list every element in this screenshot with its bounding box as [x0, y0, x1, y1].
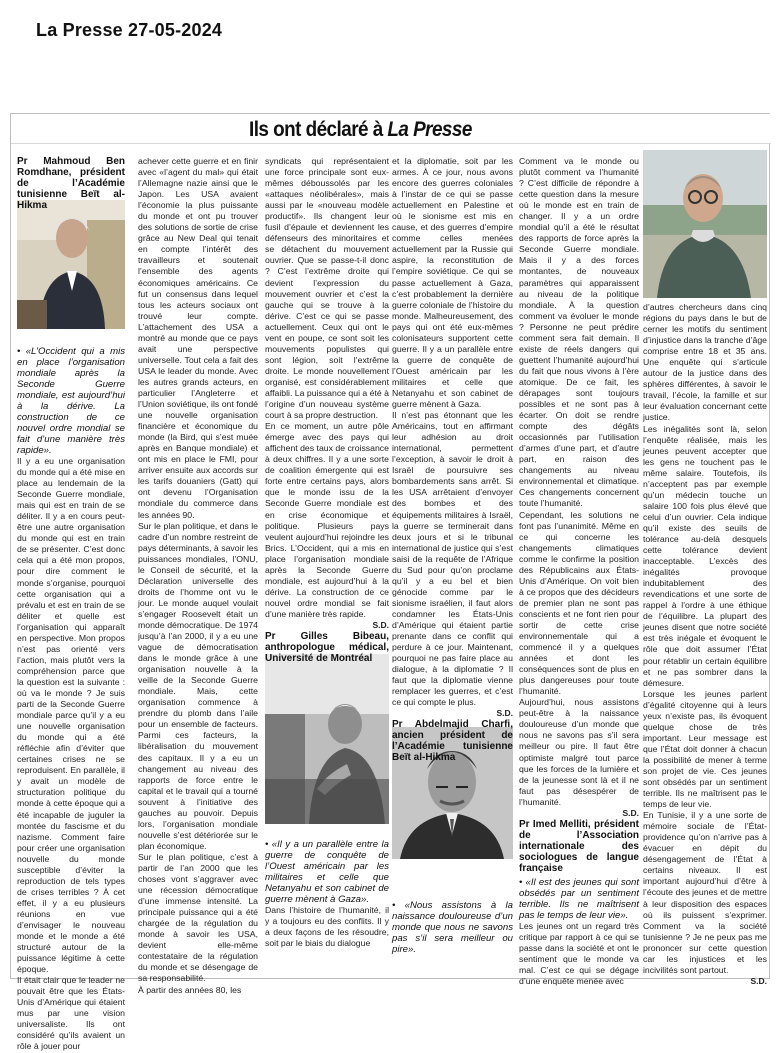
article-text: Les inégalités sont là, selon l’enquête réalisée, mais les jeunes peuvent accepter que les gens ne touchent pas le même salaire. Toutefois, ils n’acceptent pas par exemple qu’un médecin touche un salaire 100 fois plus élevé que celui d’un ouvrier. Cela indique qu’il existe des seuils de tolérance au-delà desquels cette tolérance devient inacceptable. L’excès des inégalités provoque indubitablement des revendications et une sorte de rappel à l’ordre à une éthique de l’équilibre. La plupart des jeunes disent que notre société est très inégale et évoquent le rôle que doit assumer l’État pour rétablir un certain équilibre et ne pas sombrer dans la démesure.	[643, 423, 767, 688]
newspaper-clipping	[10, 113, 770, 1052]
column-5	[519, 156, 639, 987]
article-text: Il n’est pas étonnant que les Américains, tout en affirmant leur adhésion au droit international, permettent l’exception, à savoir le droit à Israël de poursuivre ses bombardements sans arrêt. Si les USA arrêtaient d’envoyer des bombes et des équipements militaires à Israël, la guerre se terminerait dans deux jours et si le tribunal international de justice qui s’est saisi de la requête de l’Afrique du Sud pour qu’on proclame qu’il y a eu bel et bien génocide comme par le sionisme israélien, il faut alors condamner les États-Unis d’Amérique qui étaient partie prenante dans ce conflit qui perdure à ce jour. Maintenant, pourquoi ne pas faire place au dialogue, à la diplomatie ? Il faut que la diplomatie vienne remplacer les guerres, et c’est ce qui compte le plus.	[392, 410, 513, 708]
author-ben-romdhane: Pr Mahmoud Ben Romdhane, président de l’Académie tunisienne Beït al-Hikma	[17, 156, 125, 211]
article-text: Aujourd’hui, nous assistons peut-être à la naissance douloureuse d’un monde que nous ne savons pas s’il sera meilleur ou pire. Il faut être optimiste malgré tout parce que les forces de la lumière et de la jeunesse sont là et il ne faut pas désespérer de l’humanité.	[519, 697, 639, 807]
article-text: achever cette guerre et en finir avec «l’agent du mal» qui était l’Allemagne nazie ainsi que le Japon. Les USA avaient l’économie la plus puissante du monde et ont pu trouver des solutions de sortie de crise grâce au New Deal qui tenait en compte l’intérêt des travailleurs et soutenait l’ensemble des agents économiques américains. Ce fut un consensus dans lequel tous les acteurs sociaux ont trouvé leur compte. L’attachement des USA a montré au monde que ce pays avait une perspective universelle. Tout cela a fait des USA le leader du monde. Avec les autres grands acteurs, en particulier l’Angleterre et l’Union soviétique, ils ont fondé une nouvelle organisation financière et économique du monde (la Bird, qui s’est muée après en Banque mondiale) et ont mis en place le FMI, pour arriver ensuite aux accords sur les tarifs douaniers (Gatt) qui ont devenu l’Organisation mondiale du commerce dans les années 90.	[138, 156, 258, 520]
article-text: Dans l’histoire de l’humanité, il y a toujours eu des conflits. Il y a deux façons de les résoudre, soit par le biais du dialogue	[265, 905, 389, 949]
newspaper-brand: La Presse	[387, 118, 472, 141]
column-3	[265, 156, 389, 972]
author-imed-melliti: Pr Imed Melliti, président de l’Association internationale des sociologues de langue française	[519, 818, 639, 874]
article-text: d’autres chercheurs dans cinq régions du pays dans le but de cerner les motifs du sentiment d’injustice dans la tranche d’âge comprise entre 18 et 35 ans. Une enquête qui s’articule autour de la justice dans des sphères différentes, à savoir le travail, l’école, la famille et sur leur évaluation concernant cette justice.	[643, 302, 767, 423]
article-text: Les jeunes ont un regard très critique par rapport à ce qui se passe dans la société et ont le sentiment que le monde va mal. C’est ce qui se dégage d’une enquête menée avec	[519, 920, 639, 987]
column-4	[392, 156, 513, 972]
article-text: Il y a eu une organisation du monde qui a été mise en place au lendemain de la Seconde Guerre mondiale, mais qui est en train de se déliter. Il y a en cours peut-être une autre organisation du monde qui est en train de se présenter. C’est donc cela qui a été mon propos, pour dire comment le monde s’organise, pourquoi cette organisation qui a prévalu et est en train de se déliter et quelle est l’organisation qui apparaît en perspective. Mon propos n’est pas orienté vers l’action, mais plutôt vers la compréhension parce que la question est la suivante : où va le monde ? Je suis parti de la Seconde Guerre mondiale parce qu’il y a eu une nouvelle organisation du monde qui a été réfléchie afin d’éviter que certaines crises ne se reproduisent. En parallèle, il y avait un modèle de structuration politique du monde à cette époque qui a été incapable de juguler la montée du fascisme et du nazisme. Comment faire pour créer une organisation nouvelle du monde susceptible d’éviter la reproduction de tels types de crises terribles ? À cet effet, il y a eu plusieurs réunions en vue d’envisager le nouveau monde et le monde a été structuré autour de la puissance légitime à cette époque.	[17, 456, 125, 975]
pull-quote: • «Il est des jeunes qui sont obsédés par un sentiment terrible. Ils ne maîtrisent pas le temps de leur vie».	[519, 876, 639, 921]
article-text: Cependant, les solutions ne font pas l’unanimité. Même en ce qui concerne les changements climatiques comme le confirme la position des Républicains aux États-Unis d’Amérique. On voit bien à ce propos que des décideurs de premier plan ne sont pas conscients et ne font rien pour sortir de cette crise environnementale qui a commencé il y a quelques années et dont les conséquences sont de plus en plus dangereuses pour toute l’humanité.	[519, 509, 639, 697]
article-text: Sur le plan politique, c’est à partir de l’an 2000 que les choses vont s’aggraver avec une récession démocratique d’une immense intensité. La principale puissance qui a été chargée de la régulation du monde à savoir les USA, devient elle-même contestataire de la régulation du monde et se désengage de sa responsabilité.	[138, 851, 258, 984]
section-banner	[11, 114, 771, 144]
article-text: syndicats qui représentaient une force principale sont eux-mêmes déboussolés par les «attaques néolibérales», mais aussi par le «nouveau modèle productif». Ils changent leur fusil d’épaule et deviennent les défenseurs des minoritaires et se détachent du mouvement ouvrier. Que se passe-t-il donc ? C’est l’extrême droite qui devient l’expression du mouvement ouvrier et c’est la gauche qui se trouve à la dérive. C’est ce qui se passe actuellement. Ceux qui ont le vent en poupe, ce sont soit les mouvements populistes qui sont légion, soit l’extrême droite. Le monde nouvellement organisé, est considérablement affaibli. La puissance qui a été à l’origine d’un nouveau système court à sa propre destruction.	[265, 156, 389, 421]
masthead-date: La Presse 27-05-2024	[36, 20, 223, 40]
article-text: Sur le plan politique, et dans le cadre d’un nombre restreint de pays déterminants, à savoir les puissances mondiales, l’ONU, le Conseil de sécurité, et la Déclaration universelle des droits de l’homme ont vu le jour. Le monde auquel voulait s’engager Roosevelt était un monde démocratique. De 1974 jusqu’à l’an 2000, il y a eu une vague de démocratisation dans le monde grâce à une organisation nouvelle à la veille de la Seconde Guerre mondiale. Mais, cette organisation commence à prendre du plomb dans l’aile pour un ensemble de facteurs. Parmi ces facteurs, la libéralisation du mouvement des capitaux. Il y a eu un changement au niveau des rapports de force entre le capital et le travail qui a tourné souvent à l’initiative des gauches au pouvoir. Depuis lors, l’organisation mondiale nouvelle s’est détériorée sur le plan économique.	[138, 520, 258, 851]
article-text: Il était clair que le leader ne pouvait être que les États-Unis d’Amérique qui étaient mus par une vision universaliste. Ils ont considéré qu’ils avaient un rôle à jouer pour	[17, 975, 125, 1052]
author-gilles-bibeau: Pr Gilles Bibeau, anthropologue médical, Université de Montréal	[265, 631, 389, 665]
article-text: En Tunisie, il y a une sorte de mémoire sociale de l’État-providence qu’on n’arrive pas à évacuer en dépit du désengagement de l’État à certains niveaux. Il est important aujourd’hui d’être à l’écoute des jeunes et de mettre à leur disposition des espaces où ils puissent s’exprimer. Comment va la société tunisienne ? Je ne peux pas me prononcer sur cette question car les injustices et les incivilités sont partout.	[643, 810, 767, 975]
column-1	[17, 156, 125, 1052]
article-text: Lorsque les jeunes parlent d’égalité citoyenne qui à leurs yeux n’existe pas, ils évoquent quelque chose de très important. Leur message est que l’État doit donner à chacun la possibilité de mener à terme son projet de vie. Ces jeunes sont obsédés par un sentiment terrible. Ils ne maîtrisent pas le temps de leur vie.	[643, 688, 767, 810]
column-6	[643, 156, 767, 986]
article-text: Comment va le monde ou plutôt comment va l’humanité ? C’est difficile de répondre à cette question dans la mesure où le monde est en train de changer. Il y a un ordre mondial qu’il a été le résultat des rapports de force après la Seconde Guerre mondiale. Mais il y a des forces montantes, de nouveaux paramètres qui apparaissent au niveau de la politique mondiale. À la question comment va évoluer le monde ? Personne ne peut prédire comment sera fait demain. Il existe de réels dangers qui guettent l’humanité aujourd’hui du fait que nous vivons à l’ère atomique. De ce fait, les dérapages sont toujours possibles et ne sont pas à écarter. On doit se rendre compte des dégâts occasionnés par l’utilisation d’armes d’une part, et d’autre part, en raison des changements au niveau environnemental et climatique. Ces changements concernent toute l’humanité.	[519, 156, 639, 509]
section-title: Ils ont déclaré à La Presse	[249, 118, 472, 141]
pull-quote: • «Il y a un parallèle entre la guerre de conquête de l’Ouest américain par les militaires et celle que Netanyahu et son cabinet de guerre mènent à Gaza».	[265, 839, 389, 906]
signature: S.D.	[622, 807, 639, 818]
signature: S.D.	[372, 619, 389, 630]
column-2	[138, 156, 258, 995]
author-abdelmajid-charfi: Pr Abdelmajid Charfi, ancien président de l’Académie tunisienne Beït al-Hikma	[392, 719, 513, 764]
signature: S.D.	[496, 708, 513, 719]
article-text: À partir des années 80, les	[138, 984, 242, 995]
pull-quote: • «Nous assistons à la naissance douloureuse d’un monde que nous ne savons pas s’il sera meilleur ou pire».	[392, 900, 513, 956]
pull-quote: • «L’Occident qui a mis en place l’organisation mondiale après la Seconde Guerre mondiale, est aujourd’hui à la dérive. La construction de ce nouvel ordre mondial se fait d’une manière très rapide».	[17, 346, 125, 456]
signature: S.D.	[750, 975, 767, 986]
article-text: et la diplomatie, soit par les armes. À ce jour, nous avons encore des guerres coloniales à l’instar de ce qui se passe actuellement en Palestine et où le sionisme est mis en cause, et des guerres d’empire comme celles menées actuellement par la Russie qui aspire, la reconstitution de l’empire soviétique. Ce qui se passe actuellement à Gaza, c’est probablement la dernière guerre coloniale de l’histoire du monde. Malheureusement, des pays qui ont été eux-mêmes colonisateurs supportent cette guerre. Il y a un parallèle entre la guerre de conquête de l’Ouest américain par les militaires et celle que Netanyahu et son cabinet de guerre mènent à Gaza.	[392, 156, 513, 410]
article-text: En ce moment, un autre pôle émerge avec des pays qui affichent des taux de croissance à deux chiffres. Il y a une sorte de coalition émergente qui est forte entre certains pays, alors que le monde issu de la Seconde Guerre mondiale est en crise économique et politique. Plusieurs pays veulent aujourd’hui rejoindre les Brics. L’Occident, qui a mis en place l’organisation mondiale après la Seconde Guerre mondiale, est aujourd’hui à la dérive. La construction de ce nouvel ordre mondial se fait d’une manière très rapide.	[265, 421, 389, 619]
